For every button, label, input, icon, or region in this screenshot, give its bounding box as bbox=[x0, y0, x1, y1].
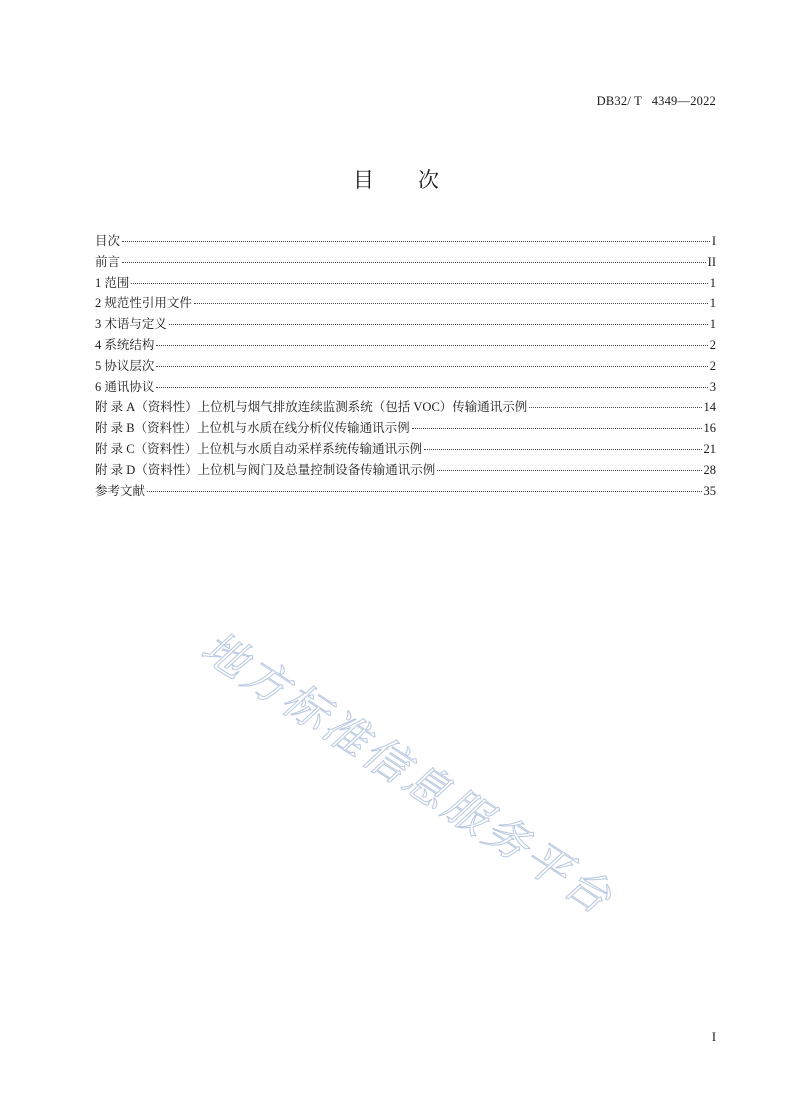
toc-entry-label: 前言 bbox=[95, 254, 121, 269]
toc-heading bbox=[0, 164, 792, 194]
toc-entry-page: I bbox=[711, 234, 716, 248]
toc-dot-leader bbox=[156, 386, 707, 388]
toc-entry-page: 16 bbox=[703, 421, 716, 436]
toc-entry-page: 2 bbox=[709, 337, 716, 352]
toc-entry-page: 1 bbox=[709, 275, 716, 290]
toc-dot-leader bbox=[147, 490, 701, 492]
toc-entry-label: 参考文献 bbox=[95, 483, 146, 498]
toc-entry-page: 14 bbox=[703, 400, 716, 415]
toc-entry[interactable] bbox=[95, 314, 716, 335]
toc-entry-page: 28 bbox=[703, 462, 716, 477]
toc-entry-label: 附 录 D（资料性）上位机与阀门及总量控制设备传输通讯示例 bbox=[95, 462, 436, 477]
toc-dot-leader bbox=[412, 427, 702, 429]
toc-dot-leader bbox=[194, 302, 708, 304]
toc-entry-page: 35 bbox=[703, 483, 716, 498]
toc-entry-label: 1 范围 bbox=[95, 275, 130, 290]
toc-entry-page: II bbox=[707, 254, 716, 269]
toc-entry-page: 3 bbox=[709, 379, 716, 394]
toc-entry[interactable] bbox=[95, 252, 716, 273]
toc-entry[interactable] bbox=[95, 460, 716, 481]
toc-entry-page: 1 bbox=[709, 296, 716, 311]
toc-entry-label: 附 录 C（资料性）上位机与水质自动采样系统传输通讯示例 bbox=[95, 441, 423, 456]
toc-entry[interactable] bbox=[95, 335, 716, 356]
toc-entry-label: 4 系统结构 bbox=[95, 337, 155, 352]
toc-dot-leader bbox=[424, 448, 701, 450]
toc-dot-leader bbox=[156, 344, 707, 346]
toc-entry[interactable] bbox=[95, 356, 716, 377]
table-of-contents bbox=[95, 231, 716, 501]
toc-entry[interactable] bbox=[95, 273, 716, 294]
toc-entry[interactable] bbox=[95, 377, 716, 398]
toc-heading-char-1: 目 bbox=[353, 168, 374, 192]
toc-dot-leader bbox=[156, 365, 707, 367]
toc-entry-label: 6 通讯协议 bbox=[95, 379, 155, 394]
toc-entry[interactable] bbox=[95, 418, 716, 439]
toc-entry[interactable] bbox=[95, 439, 716, 460]
toc-dot-leader bbox=[122, 261, 706, 263]
toc-dot-leader bbox=[437, 469, 701, 471]
toc-entry[interactable] bbox=[95, 481, 716, 502]
toc-dot-leader bbox=[529, 406, 701, 408]
toc-entry-label: 3 术语与定义 bbox=[95, 317, 167, 332]
watermark-text: 地方标准信息服务平台 bbox=[192, 621, 623, 926]
toc-dot-leader bbox=[122, 240, 710, 242]
toc-entry[interactable] bbox=[95, 231, 716, 252]
toc-entry-page: 21 bbox=[703, 441, 716, 456]
toc-entry-label: 目次 bbox=[95, 234, 121, 248]
toc-entry[interactable] bbox=[95, 293, 716, 314]
toc-entry-page: 1 bbox=[709, 317, 716, 332]
toc-entry-label: 附 录 A（资料性）上位机与烟气排放连续监测系统（包括 VOC）传输通讯示例 bbox=[95, 400, 528, 415]
toc-dot-leader bbox=[131, 282, 707, 284]
page-number: I bbox=[711, 1030, 716, 1044]
standard-code: DB32/ T 4349—2022 bbox=[596, 94, 716, 108]
toc-heading-char-2: 次 bbox=[418, 168, 439, 192]
toc-entry-page: 2 bbox=[709, 358, 716, 373]
toc-dot-leader bbox=[169, 323, 708, 325]
toc-entry-label: 2 规范性引用文件 bbox=[95, 296, 192, 311]
toc-entry[interactable] bbox=[95, 397, 716, 418]
toc-entry-label: 附 录 B（资料性）上位机与水质在线分析仪传输通讯示例 bbox=[95, 421, 410, 436]
toc-entry-label: 5 协议层次 bbox=[95, 358, 155, 373]
